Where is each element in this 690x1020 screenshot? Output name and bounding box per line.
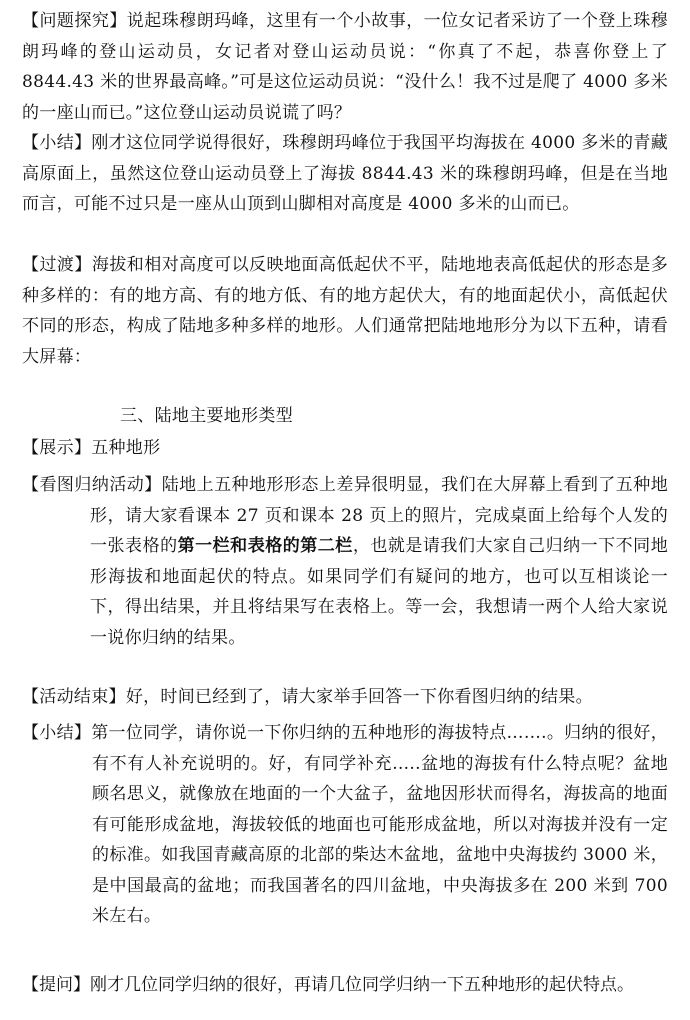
paragraph-text: 刚才这位同学说得很好，珠穆朗玛峰位于我国平均海拔在 4000 多米的青藏高原面上，虽然这位登山运动员登上了海拔 8844.43 米的珠穆朗玛峰，但是在当地而言，可能不过只是一座从山顶到山脚相对高度是 4000 多米的山而已。 [22,133,668,214]
section-tag: 【过渡】 [22,255,92,275]
paragraph-text: 海拔和相对高度可以反映地面高低起伏不平，陆地地表高低起伏的形态是多种多样的：有的地方高、有的地方低、有的地方起伏大，有的地面起伏小，高低起伏不同的形态，构成了陆地多种多样的地形。人们通常把陆地地形分为以下五种，请看大屏幕： [22,255,668,367]
paragraph-question [22,970,672,1001]
bold-emphasis: 第一栏和表格的第二栏 [177,536,353,556]
paragraph-activity-end [22,682,668,713]
section-tag: 【看图归纳活动】 [22,475,162,495]
section-tag: 【提问】 [22,975,90,995]
paragraph-text: 五种地形 [91,438,161,458]
paragraph-summary-2 [22,718,668,932]
paragraph-text: 刚才几位同学归纳的很好，再请几位同学归纳一下五种地形的起伏特点。 [90,975,634,995]
section-tag: 【问题探究】 [22,11,127,31]
paragraph-display [22,433,668,464]
paragraph-summary-1 [22,128,668,220]
paragraph-transition [22,250,668,372]
paragraph-text: 第一位同学，请你说一下你归纳的五种地形的海拔特点…….。归纳的很好，有不有人补充说明的。好，有同学补充…..盆地的海拔有什么特点呢？盆地顾名思义，就像放在地面的一个大盆子，盆地因形状而得名，海拔高的地面有可能形成盆地，海拔较低的地面也可能形成盆地，所以对海拔并没有一定的标准。如我国青藏高原的北部的柴达木盆地，盆地中央海拔约 3000 米，是中国最高的盆地；而我国著名的四川盆地，中央海拔多在 200 米到 700 米左右。 [91,723,669,926]
paragraph-text: 说起珠穆朗玛峰，这里有一个小故事，一位女记者采访了一个登上珠穆朗玛峰的登山运动员，女记者对登山运动员说：“你真了不起，恭喜你登上了 8844.43 米的世界最高峰。”可是这位运动员说：“没什么！我不过是爬了 4000 多米的一座山而已。”这位登山运动员说谎了吗？ [22,11,668,123]
section-tag: 【小结】 [22,133,92,153]
paragraph-text: 好，时间已经到了，请大家举手回答一下你看图归纳的结果。 [125,687,593,707]
section-tag: 【小结】 [22,723,92,743]
paragraph-problem-inquiry [22,6,668,128]
section-tag: 【活动结束】 [22,687,126,707]
paragraph-text: 陆地上五种地形形态上差异很明显，我们在大屏幕上看到了五种地形，请大家看课本 27 页和课本 28 页上的照片，完成桌面上给每个人发的一张表格的 [90,475,668,556]
paragraph-text: ，也就是请我们大家自己归纳一下不同地形海拔和地面起伏的特点。如果同学们有疑问的地方，也可以互相谈论一下，得出结果，并且将结果写在表格上。等一会，我想请一两个人给大家说一说你归纳的结果。 [90,536,668,648]
section-heading: 三、陆地主要地形类型 [120,406,293,426]
paragraph-activity [22,470,668,653]
section-tag: 【展示】 [22,438,92,458]
